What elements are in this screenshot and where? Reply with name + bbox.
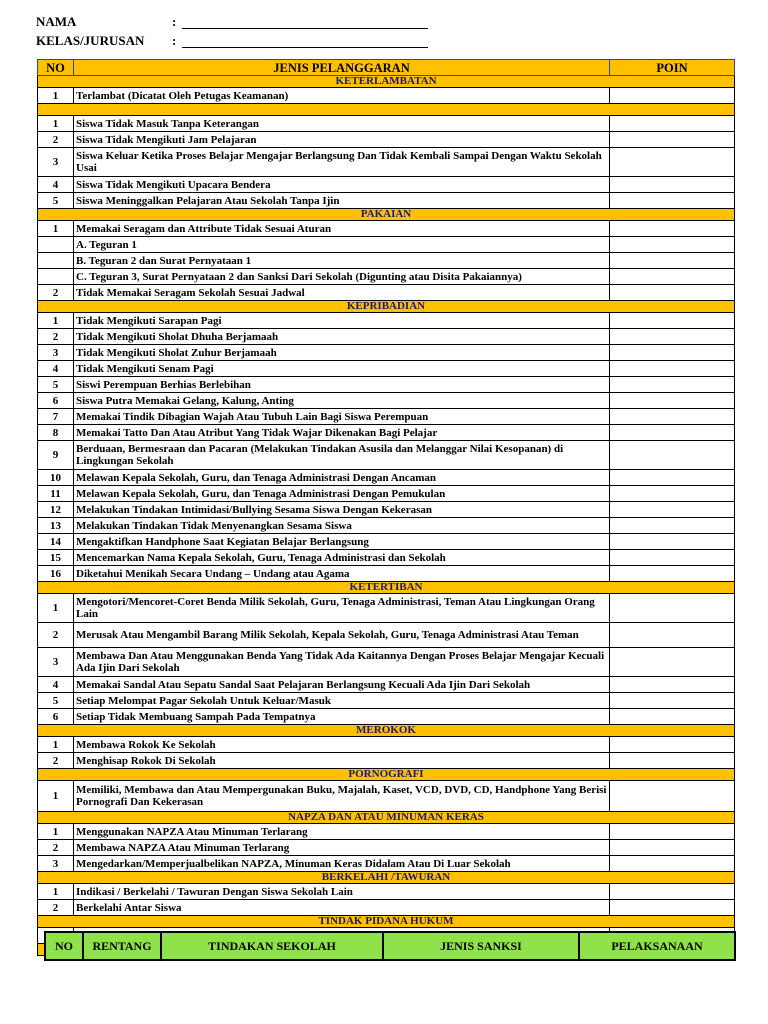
section-title: BERKELAHI /TAWURAN	[38, 872, 735, 884]
poin-cell[interactable]	[610, 677, 735, 693]
violation-number	[38, 253, 74, 269]
violation-number: 3	[38, 648, 74, 677]
sanctions-header-row	[45, 932, 735, 960]
violation-description: Melakukan Tindakan Intimidasi/Bullying Sesama Siswa Dengan Kekerasan	[74, 502, 610, 518]
violation-description: Mengotori/Mencoret-Coret Benda Milik Sekolah, Guru, Tenaga Administrasi, Teman Atau Lingkungan Orang Lain	[74, 594, 610, 623]
poin-cell[interactable]	[610, 409, 735, 425]
violation-description: Melawan Kepala Sekolah, Guru, dan Tenaga Administrasi Dengan Ancaman	[74, 470, 610, 486]
poin-cell[interactable]	[610, 470, 735, 486]
section-row	[38, 769, 735, 781]
section-title: PORNOGRAFI	[38, 769, 735, 781]
poin-cell[interactable]	[610, 177, 735, 193]
violation-description: Siswa Tidak Mengikuti Upacara Bendera	[74, 177, 610, 193]
section-title: NAPZA DAN ATAU MINUMAN KERAS	[38, 812, 735, 824]
poin-cell[interactable]	[610, 377, 735, 393]
violation-description: A. Teguran 1	[74, 237, 610, 253]
poin-cell[interactable]	[610, 237, 735, 253]
violation-row	[38, 856, 735, 872]
poin-cell[interactable]	[610, 221, 735, 237]
violation-number: 7	[38, 409, 74, 425]
poin-cell[interactable]	[610, 193, 735, 209]
section-row	[38, 725, 735, 737]
violation-row	[38, 377, 735, 393]
violation-description: Membawa Rokok Ke Sekolah	[74, 737, 610, 753]
violation-row	[38, 566, 735, 582]
violation-row	[38, 781, 735, 812]
violation-number: 5	[38, 193, 74, 209]
violation-number: 2	[38, 753, 74, 769]
violation-description: Tidak Memakai Seragam Sekolah Sesuai Jadwal	[74, 285, 610, 301]
poin-cell[interactable]	[610, 285, 735, 301]
violation-number: 9	[38, 441, 74, 470]
violation-number	[38, 269, 74, 285]
violation-row	[38, 409, 735, 425]
poin-cell[interactable]	[610, 148, 735, 177]
violation-row	[38, 425, 735, 441]
violation-row	[38, 737, 735, 753]
section-title: KETERTIBAN	[38, 582, 735, 594]
violation-number: 3	[38, 345, 74, 361]
violation-row	[38, 677, 735, 693]
violation-row	[38, 840, 735, 856]
violation-row	[38, 623, 735, 648]
violation-number: 1	[38, 221, 74, 237]
violation-number: 12	[38, 502, 74, 518]
violation-description: Siswa Tidak Mengikuti Jam Pelajaran	[74, 132, 610, 148]
poin-cell[interactable]	[610, 840, 735, 856]
violation-description: Indikasi / Berkelahi / Tawuran Dengan Siswa Sekolah Lain	[74, 884, 610, 900]
sanctions-col-jenis-sanksi: JENIS SANKSI	[383, 932, 579, 960]
section-row	[38, 76, 735, 88]
violation-row	[38, 824, 735, 840]
section-row	[38, 812, 735, 824]
poin-cell[interactable]	[610, 269, 735, 285]
violation-row	[38, 502, 735, 518]
poin-cell[interactable]	[610, 884, 735, 900]
poin-cell[interactable]	[610, 329, 735, 345]
violation-description: Memakai Seragam dan Attribute Tidak Sesuai Aturan	[74, 221, 610, 237]
section-row	[38, 916, 735, 928]
violation-description: Siswa Tidak Masuk Tanpa Keterangan	[74, 116, 610, 132]
poin-cell[interactable]	[610, 502, 735, 518]
violation-description: Melakukan Tindakan Tidak Menyenangkan Sesama Siswa	[74, 518, 610, 534]
section-title: KETERLAMBATAN	[38, 76, 735, 88]
violation-row	[38, 534, 735, 550]
poin-cell[interactable]	[610, 709, 735, 725]
section-row	[38, 104, 735, 116]
violation-number: 2	[38, 623, 74, 648]
violations-body	[38, 76, 735, 956]
kelas-colon: :	[172, 33, 177, 48]
violation-number: 13	[38, 518, 74, 534]
violation-row	[38, 313, 735, 329]
section-title: KEPRIBADIAN	[38, 301, 735, 313]
violation-row	[38, 329, 735, 345]
sanctions-table	[44, 931, 736, 961]
sanctions-col-pelaksanaan: PELAKSANAAN	[579, 932, 735, 960]
poin-cell[interactable]	[610, 550, 735, 566]
violation-description: C. Teguran 3, Surat Pernyataan 2 dan Sanksi Dari Sekolah (Digunting atau Disita Pakaiannya)	[74, 269, 610, 285]
violation-row	[38, 441, 735, 470]
violation-row	[38, 88, 735, 104]
poin-cell[interactable]	[610, 781, 735, 812]
poin-cell[interactable]	[610, 623, 735, 648]
nama-blank-line[interactable]	[182, 28, 428, 29]
section-row	[38, 301, 735, 313]
violation-row	[38, 221, 735, 237]
violation-description: Memiliki, Membawa dan Atau Mempergunakan Buku, Majalah, Kaset, VCD, DVD, CD, Handphone Yang Berisi Pornografi Dan Kekerasan	[74, 781, 610, 812]
violation-number: 8	[38, 425, 74, 441]
violation-row	[38, 884, 735, 900]
violation-number: 5	[38, 377, 74, 393]
violation-row	[38, 753, 735, 769]
violation-description: Siswi Perempuan Berhias Berlebihan	[74, 377, 610, 393]
col-no-header: NO	[38, 60, 74, 76]
violation-description: Berkelahi Antar Siswa	[74, 900, 610, 916]
violation-row	[38, 177, 735, 193]
violation-row	[38, 648, 735, 677]
violation-description: Setiap Tidak Membuang Sampah Pada Tempatnya	[74, 709, 610, 725]
violation-row	[38, 285, 735, 301]
violation-number: 1	[38, 737, 74, 753]
poin-cell[interactable]	[610, 753, 735, 769]
violation-number: 1	[38, 313, 74, 329]
poin-cell[interactable]	[610, 441, 735, 470]
violation-number: 1	[38, 824, 74, 840]
poin-cell[interactable]	[610, 486, 735, 502]
poin-cell[interactable]	[610, 425, 735, 441]
violation-number: 16	[38, 566, 74, 582]
sanctions-col-rentang: RENTANG	[83, 932, 161, 960]
violation-number: 2	[38, 132, 74, 148]
violation-row	[38, 361, 735, 377]
poin-cell[interactable]	[610, 693, 735, 709]
poin-cell[interactable]	[610, 594, 735, 623]
poin-cell[interactable]	[610, 313, 735, 329]
violation-row	[38, 253, 735, 269]
violation-description: Membawa NAPZA Atau Minuman Terlarang	[74, 840, 610, 856]
violation-description: Siswa Putra Memakai Gelang, Kalung, Anting	[74, 393, 610, 409]
section-title: TINDAK PIDANA HUKUM	[38, 916, 735, 928]
violation-row	[38, 900, 735, 916]
poin-cell[interactable]	[610, 737, 735, 753]
poin-cell[interactable]	[610, 518, 735, 534]
col-poin-header: POIN	[610, 60, 735, 76]
violation-row	[38, 693, 735, 709]
violation-description: Mencemarkan Nama Kepala Sekolah, Guru, Tenaga Administrasi dan Sekolah	[74, 550, 610, 566]
nama-label: NAMA	[36, 14, 77, 29]
violation-number: 4	[38, 677, 74, 693]
violation-description: Tidak Mengikuti Sholat Zuhur Berjamaah	[74, 345, 610, 361]
violation-description: Diketahui Menikah Secara Undang – Undang atau Agama	[74, 566, 610, 582]
violation-row	[38, 269, 735, 285]
violation-number: 6	[38, 709, 74, 725]
violation-description: Merusak Atau Mengambil Barang Milik Sekolah, Kepala Sekolah, Guru, Tenaga Administrasi Atau Teman	[74, 623, 610, 648]
poin-cell[interactable]	[610, 648, 735, 677]
violation-number: 2	[38, 840, 74, 856]
section-row	[38, 209, 735, 221]
poin-cell[interactable]	[610, 566, 735, 582]
violation-description: Tidak Mengikuti Senam Pagi	[74, 361, 610, 377]
violation-row	[38, 345, 735, 361]
violation-number: 1	[38, 116, 74, 132]
violation-description: Tidak Mengikuti Sholat Dhuha Berjamaah	[74, 329, 610, 345]
violation-number: 14	[38, 534, 74, 550]
violation-number: 15	[38, 550, 74, 566]
violation-description: Setiap Melompat Pagar Sekolah Untuk Keluar/Masuk	[74, 693, 610, 709]
violation-number: 1	[38, 88, 74, 104]
sanctions-col-no: NO	[45, 932, 83, 960]
violation-number: 6	[38, 393, 74, 409]
violation-row	[38, 518, 735, 534]
violation-row	[38, 486, 735, 502]
violation-number: 5	[38, 693, 74, 709]
violation-number: 1	[38, 884, 74, 900]
section-title	[38, 104, 735, 116]
poin-cell[interactable]	[610, 856, 735, 872]
section-title: MEROKOK	[38, 725, 735, 737]
violation-number: 4	[38, 361, 74, 377]
violation-description: B. Teguran 2 dan Surat Pernyataan 1	[74, 253, 610, 269]
violation-number	[38, 237, 74, 253]
section-row	[38, 582, 735, 594]
violation-row	[38, 594, 735, 623]
violation-description: Menggunakan NAPZA Atau Minuman Terlarang	[74, 824, 610, 840]
violations-header-row	[38, 60, 735, 76]
violation-number: 3	[38, 856, 74, 872]
violation-row	[38, 709, 735, 725]
poin-cell[interactable]	[610, 900, 735, 916]
violation-row	[38, 148, 735, 177]
violation-row	[38, 393, 735, 409]
violation-number: 4	[38, 177, 74, 193]
violations-table	[37, 59, 735, 956]
violation-description: Memakai Sandal Atau Sepatu Sandal Saat Pelajaran Berlangsung Kecuali Ada Ijin Dari Sekolah	[74, 677, 610, 693]
violation-row	[38, 237, 735, 253]
col-jenis-header: JENIS PELANGGARAN	[74, 60, 610, 76]
violation-description: Membawa Dan Atau Menggunakan Benda Yang Tidak Ada Kaitannya Dengan Proses Belajar Mengajar Kecuali Ada Ijin Dari Sekolah	[74, 648, 610, 677]
violation-description: Berduaan, Bermesraan dan Pacaran (Melakukan Tindakan Asusila dan Melanggar Nilai Kesopanan) di Lingkungan Sekolah	[74, 441, 610, 470]
section-row	[38, 872, 735, 884]
sanctions-col-tindakan: TINDAKAN SEKOLAH	[161, 932, 383, 960]
violation-description: Melawan Kepala Sekolah, Guru, dan Tenaga Administrasi Dengan Pemukulan	[74, 486, 610, 502]
violation-description: Menghisap Rokok Di Sekolah	[74, 753, 610, 769]
violation-description: Tidak Mengikuti Sarapan Pagi	[74, 313, 610, 329]
violation-number: 1	[38, 781, 74, 812]
violation-number: 2	[38, 329, 74, 345]
violation-row	[38, 193, 735, 209]
violation-description: Memakai Tindik Dibagian Wajah Atau Tubuh Lain Bagi Siswa Perempuan	[74, 409, 610, 425]
violation-row	[38, 116, 735, 132]
poin-cell[interactable]	[610, 534, 735, 550]
violation-row	[38, 132, 735, 148]
poin-cell[interactable]	[610, 361, 735, 377]
kelas-label: KELAS/JURUSAN	[36, 33, 145, 48]
violation-number: 2	[38, 285, 74, 301]
section-title: PAKAIAN	[38, 209, 735, 221]
nama-colon: :	[172, 14, 177, 29]
violation-number: 1	[38, 594, 74, 623]
violation-number: 11	[38, 486, 74, 502]
poin-cell[interactable]	[610, 132, 735, 148]
violation-description: Mengedarkan/Memperjualbelikan NAPZA, Minuman Keras Didalam Atau Di Luar Sekolah	[74, 856, 610, 872]
violation-number: 2	[38, 900, 74, 916]
violation-description: Mengaktifkan Handphone Saat Kegiatan Belajar Berlangsung	[74, 534, 610, 550]
poin-cell[interactable]	[610, 88, 735, 104]
violation-number: 10	[38, 470, 74, 486]
violation-description: Terlambat (Dicatat Oleh Petugas Keamanan)	[74, 88, 610, 104]
poin-cell[interactable]	[610, 824, 735, 840]
violation-row	[38, 550, 735, 566]
violation-description: Memakai Tatto Dan Atau Atribut Yang Tidak Wajar Dikenakan Bagi Pelajar	[74, 425, 610, 441]
violation-description: Siswa Meninggalkan Pelajaran Atau Sekolah Tanpa Ijin	[74, 193, 610, 209]
poin-cell[interactable]	[610, 253, 735, 269]
kelas-blank-line[interactable]	[182, 47, 428, 48]
poin-cell[interactable]	[610, 345, 735, 361]
violation-number: 3	[38, 148, 74, 177]
violation-description: Siswa Keluar Ketika Proses Belajar Mengajar Berlangsung Dan Tidak Kembali Sampai Dengan Waktu Sekolah Usai	[74, 148, 610, 177]
poin-cell[interactable]	[610, 116, 735, 132]
poin-cell[interactable]	[610, 393, 735, 409]
violation-row	[38, 470, 735, 486]
